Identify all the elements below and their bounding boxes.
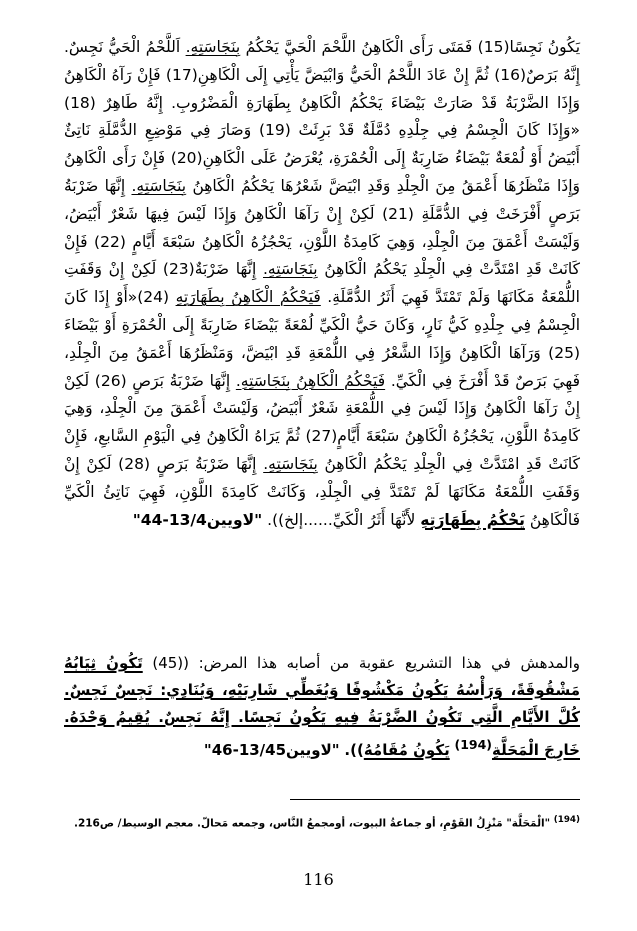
citation: "لاويين13/45-46" — [203, 741, 340, 759]
footnote-marker: (194) — [553, 815, 580, 825]
citation: "لاويين13/4-44" — [132, 510, 263, 529]
text-segment: إِنَّهَا ضَرْبَةُ بَرَصٍ أَفْرَخَتْ فِي الدُّمَّلَةِ (21) لَكِنْ إِنْ رَآهَا الْكَاهِنُ وَإِذَا لَيْسَ فِيهَا شَعْرٌ أَبْيَضُ، وَلَيْسَتْ أَعْمَقَ مِنَ الْجِلْدِ، وَهِيَ كَامِدَةُ اللَّوْنِ، يَحْجُزُهُ الْكَاهِنُ سَبْعَةَ أَيَّامٍ (22) فَإِنْ كَانَتْ قَدِ امْتَدَّتْ فِي الْجِلْدِ يَحْكُمُ الْكَاهِنُ — [64, 176, 580, 279]
text-segment: اَللَّحْمُ الْحَيُّ نَجِسٌ. إِنَّهُ بَرَصٌ(16) ثُمَّ إِنْ عَادَ اللَّحْمُ الْحَيُّ وَابْيَضَّ يَأْتِي إِلَى الْكَاهِنِ(17) فَإِنْ رَآهُ الْكَاهِنُ وَإِذَا الضَّرْبَةُ قَدْ صَارَتْ بَيْضَاءَ يَحْكُمُ الْكَاهِنُ بِطَهَارَةِ الْمَضْرُوبِ. إِنَّهُ طَاهِرٌ (18) «وَإِذَا كَانَ الْجِسْمُ فِي جِلْدِهِ دُمَّلَةٌ قَدْ بَرِئَتْ (19) وَصَارَ فِي مَوْضِعِ الدُّمَّلَةِ نَاتِئٌ أَبْيَضُ أَوْ لُمْعَةٌ بَيْضَاءُ ضَارِبَةٌ إِلَى الْحُمْرَةِ، يُعْرَضُ عَلَى الْكَاهِنِ(20) فَإِنْ رَأَى الْكَاهِنُ وَإِذَا مَنْظَرُهَا أَعْمَقُ مِنَ الْجِلْدِ وَقَدِ ابْيَضَّ شَعْرُهَا يَحْكُمُ الْكَاهِنُ — [64, 38, 581, 195]
footnote-divider — [290, 799, 580, 800]
second-paragraph-block — [64, 650, 580, 764]
page-number: 116 — [303, 870, 334, 889]
underlined-phrase: بِنَجَاسَتِهِ. — [263, 260, 318, 279]
text-segment: والمدهش في هذا التشريع عقوبة من أصابه هذا المرض: ((45) — [152, 654, 581, 672]
underlined-phrase: بِنَجَاسَتِهِ. — [263, 454, 318, 473]
body-paragraph — [64, 650, 580, 764]
quote-close: )). — [344, 741, 364, 759]
underlined-phrase: بِنَجَاسَتِهِ. — [185, 38, 241, 56]
footnote — [64, 808, 580, 836]
text-segment: إِنَّهَا ضَرْبَةٌ(23) لَكِنْ إِنْ وَقَفَتِ اللُّمْعَةُ مَكَانَهَا وَلَمْ تَمْتَدَّ فَهِيَ أَثَرُ الدُّمَّلَةِ. — [64, 260, 580, 307]
underlined-phrase: بِنَجَاسَتِهِ. — [131, 176, 187, 195]
underlined-phrase: فَيَحْكُمُ الْكَاهِنُ بِطَهَارَتِهِ — [175, 288, 321, 307]
text-segment: (24)«أَوْ إِذَا كَانَ الْجِسْمُ فِي جِلْدِهِ كَيُّ نَارٍ، وَكَانَ حَيُّ الْكَيِّ لُمْعَةً بَيْضَاءَ ضَارِبَةً إِلَى الْحُمْرَةِ أَوْ بَيْضَاءَ (25) وَرَآهَا الْكَاهِنُ وَإِذَا الشَّعْرُ فِي اللُّمْعَةِ قَدِ ابْيَضَّ، وَمَنْظَرُهَا أَعْمَقُ مِنَ الْجِلْدِ، فَهِيَ بَرَصٌ قَدْ أَفْرَخَ فِي الْكَيِّ. — [64, 288, 580, 390]
footnote-text: "الْمَحَلَّة" مَنْزِلُ القَوْمِ، أو جماعةُ البيوت، أومجمعُ النَّاس، وجمعه مَحالّ. معجم الوسيط/ ص216. — [73, 817, 551, 830]
text-segment: إِنَّهَا ضَرْبَةُ بَرَصٍ (26) لَكِنْ إِنْ رَآهَا الْكَاهِنُ وَإِذَا لَيْسَ فِي اللُّمْعَةِ شَعْرٌ أَبْيَضُ، وَلَيْسَتْ أَعْمَقَ مِنَ الْجِلْدِ، وَهِيَ كَامِدَةُ اللَّوْنِ، يَحْجُزُهُ الْكَاهِنُ سَبْعَةَ أَيَّامٍ(27) ثُمَّ يَرَاهُ الْكَاهِنُ فِي الْيَوْمِ السَّابعِ، فَإِنْ كَانَتْ قَدِ امْتَدَّتْ فِي الْجِلْدِ يَحْكُمُ الْكَاهِنُ — [64, 371, 580, 473]
underlined-phrase: يَحْكُمُ بِطَهَارَتِهِ — [420, 510, 525, 529]
text-segment: إِنَّهَا ضَرْبَةُ بَرَصٍ (28) لَكِنْ إِنْ وَقَفَتِ اللُّمْعَةُ مَكَانَهَا لَمْ تَمْتَدَّ فِي الْجِلْدِ، وَكَانَتْ كَامِدَةَ اللَّوْنِ، فَهِيَ نَاتِئُ الْكَيِّ فَالْكَاهِنُ — [64, 454, 580, 529]
underlined-phrase: فَيَحْكُمُ الْكَاهِنُ بِنَجَاسَتِهِ. — [235, 371, 386, 390]
verse-quote-end: يَكُونُ مُقَامُهُ — [363, 741, 450, 759]
main-text-block — [64, 34, 580, 534]
verse-quote: تَكُونُ ثِيَابُهُ مَشْقُوقَةً، وَرَأْسُهُ يَكُونُ مَكْشُوفًا وَيُغَطِّي شَارِبَيْهِ، وَيُنَادِي: نَجِسٌ نَجِسٌ. كُلَّ الأَيَّامِ الَّتِي تَكُونُ الضَّرْبَةُ فِيهِ يَكُونُ نَجِسًا. إِنَّهُ نَجِسٌ. يُقِيمُ وَحْدَهُ. خَارِجَ الْمَحَلَّةِ — [64, 654, 580, 759]
footnote-ref: (194) — [454, 737, 493, 752]
text-segment: يَكُونُ نَجِسًا(15) فَمَتَى رَأَى الْكَاهِنُ اللَّحْمَ الْحَيَّ يَحْكُمُ — [245, 38, 581, 56]
body-paragraph — [64, 34, 580, 534]
text-segment: لأَنَّهَا أَثَرُ الْكَيِّ......إلخ)). — [267, 510, 416, 529]
